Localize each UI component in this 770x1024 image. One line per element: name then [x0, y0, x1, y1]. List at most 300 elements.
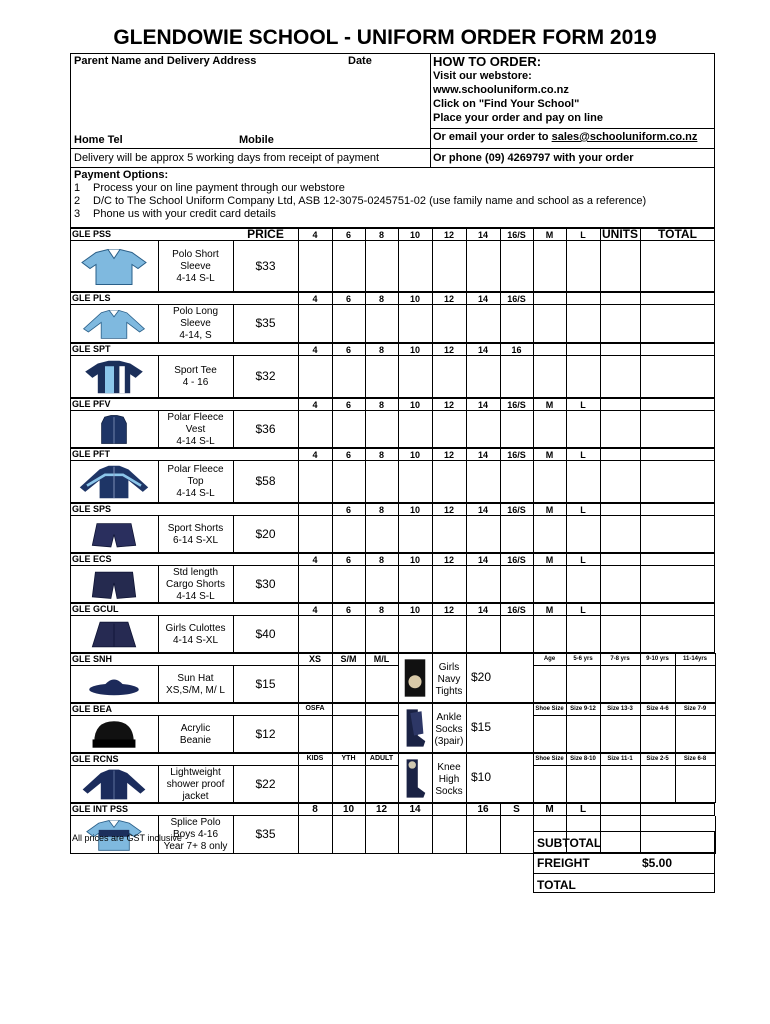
item-description: Top — [187, 476, 204, 487]
item-price: $30 — [255, 576, 276, 591]
total-cell — [640, 305, 715, 343]
quantity-cell[interactable] — [432, 566, 467, 603]
size-header: 6 — [345, 450, 351, 460]
size-header: 14 — [477, 400, 488, 410]
quantity-cell[interactable] — [640, 716, 676, 753]
quantity-cell[interactable] — [398, 305, 433, 343]
quantity-cell[interactable] — [398, 241, 433, 292]
quantity-cell[interactable] — [398, 816, 433, 854]
side-size-header: Size 2-5 — [646, 756, 669, 762]
item-description: 6-14 S-XL — [172, 534, 219, 546]
quantity-cell[interactable] — [432, 616, 467, 653]
quantity-cell[interactable] — [566, 461, 601, 503]
mobile-label: Mobile — [239, 134, 274, 146]
item-price: $40 — [255, 626, 276, 641]
item-price: $12 — [255, 726, 276, 741]
size-header: 6 — [345, 400, 351, 410]
quantity-cell[interactable] — [365, 516, 399, 553]
units-cell[interactable] — [600, 241, 641, 292]
size-header: 8 — [378, 450, 384, 460]
quantity-cell[interactable] — [533, 766, 567, 803]
quantity-cell[interactable] — [398, 516, 433, 553]
size-header: 12 — [443, 605, 454, 615]
payment-num: 2 — [74, 195, 81, 207]
item-description: Lightweight — [170, 766, 221, 778]
item-price: $20 — [255, 526, 276, 541]
gst-note: All prices are GST inclusive — [72, 833, 182, 843]
delivery-note: Delivery will be approx 5 working days from receipt of payment — [74, 152, 380, 164]
units-cell[interactable] — [600, 461, 641, 503]
quantity-cell[interactable] — [500, 305, 534, 343]
item-description: Polo Long — [172, 306, 219, 317]
quantity-cell[interactable] — [466, 305, 501, 343]
payment-option: Phone us with your credit card details — [93, 208, 276, 220]
item-description: Cargo Shorts — [166, 578, 225, 590]
quantity-cell[interactable] — [398, 566, 433, 603]
size-header: 10 — [409, 294, 420, 304]
size-header: 16/S — [507, 450, 526, 460]
side-item-description: Navy — [437, 674, 461, 685]
quantity-cell[interactable] — [332, 241, 366, 292]
cargo-shorts-icon — [74, 569, 154, 600]
email-link[interactable]: sales@schooluniform.co.nz — [551, 131, 698, 143]
quantity-cell[interactable] — [533, 716, 567, 753]
quantity-cell[interactable] — [500, 816, 534, 854]
item-code: GLE PSS — [72, 229, 112, 239]
jacket-icon — [76, 768, 152, 801]
order-header — [70, 53, 715, 168]
side-item-price: $20 — [470, 670, 492, 684]
item-code: GLE PFT — [72, 449, 110, 459]
freight-label: FREIGHT — [537, 856, 590, 870]
total-cell — [640, 516, 715, 553]
size-header: 4 — [312, 555, 318, 565]
quantity-cell[interactable] — [675, 766, 716, 803]
total-label: TOTAL — [537, 878, 576, 892]
size-header: 8 — [312, 804, 318, 815]
size-header: 14 — [477, 345, 488, 355]
item-price: $33 — [255, 258, 276, 273]
units-cell[interactable] — [600, 305, 641, 343]
size-header: 12 — [443, 294, 454, 304]
item-description: Std length — [172, 566, 219, 578]
item-description: Acrylic — [180, 722, 211, 734]
item-description: 4 - 16 — [182, 377, 209, 388]
size-header: 10 — [409, 345, 420, 355]
quantity-cell[interactable] — [500, 356, 534, 398]
quantity-cell[interactable] — [466, 461, 501, 503]
size-header: 14 — [477, 605, 488, 615]
side-item-description: Socks — [435, 786, 463, 797]
size-header: L — [580, 605, 586, 615]
quantity-cell[interactable] — [533, 305, 567, 343]
size-header: 6 — [345, 555, 351, 565]
quantity-cell[interactable] — [298, 461, 333, 503]
size-header: 4 — [312, 450, 318, 460]
sun-hat-icon — [76, 668, 152, 701]
item-description: 4-14 S-L — [176, 435, 215, 447]
size-header: 8 — [378, 555, 384, 565]
quantity-cell[interactable] — [640, 766, 676, 803]
quantity-cell[interactable] — [398, 411, 433, 448]
size-header: 12 — [443, 555, 454, 565]
phone-line: Or phone (09) 4269797 with your order — [433, 152, 634, 164]
quantity-cell[interactable] — [398, 356, 433, 398]
size-header: 16/S — [507, 230, 526, 240]
quantity-cell[interactable] — [332, 816, 366, 854]
quantity-cell[interactable] — [432, 461, 467, 503]
size-header: OSFA — [305, 705, 325, 712]
size-header: ADULT — [369, 755, 394, 762]
size-header: 4 — [312, 230, 318, 240]
total-header: TOTAL — [658, 227, 697, 241]
size-header: 16 — [511, 345, 522, 355]
quantity-cell[interactable] — [466, 356, 501, 398]
quantity-cell[interactable] — [466, 816, 501, 854]
side-size-header: Age — [543, 656, 556, 662]
size-header: 16/S — [507, 400, 526, 410]
culottes-icon — [74, 619, 154, 650]
how-to-line: Click on "Find Your School" — [433, 98, 580, 110]
size-header: 10 — [409, 505, 420, 515]
subtotal-label: SUBTOTAL — [537, 836, 602, 850]
item-code: GLE RCNS — [72, 754, 119, 764]
quantity-cell[interactable] — [365, 411, 399, 448]
quantity-cell[interactable] — [298, 566, 333, 603]
quantity-cell[interactable] — [332, 411, 366, 448]
size-header: 16/S — [507, 555, 526, 565]
item-code: GLE ECS — [72, 554, 112, 564]
quantity-cell[interactable] — [500, 411, 534, 448]
quantity-cell[interactable] — [298, 241, 333, 292]
quantity-cell[interactable] — [566, 411, 601, 448]
quantity-cell[interactable] — [466, 616, 501, 653]
item-description: Polar Fleece — [167, 464, 224, 475]
item-description: 4-14 S-L — [176, 272, 215, 284]
payment-num: 3 — [74, 208, 81, 220]
quantity-cell[interactable] — [332, 516, 366, 553]
item-code: GLE INT PSS — [72, 804, 129, 814]
payment-title: Payment Options: — [74, 169, 169, 181]
quantity-cell[interactable] — [432, 411, 467, 448]
size-header: 4 — [312, 345, 318, 355]
size-header: L — [580, 450, 586, 460]
quantity-cell[interactable] — [533, 516, 567, 553]
quantity-cell[interactable] — [298, 411, 333, 448]
fleece-vest-icon — [74, 414, 154, 445]
quantity-cell[interactable] — [298, 305, 333, 343]
size-header: 14 — [477, 450, 488, 460]
item-description: Sleeve — [180, 260, 211, 272]
side-item-description: Ankle — [436, 712, 462, 723]
side-size-header: 9-10 yrs — [646, 656, 669, 662]
price-header: PRICE — [247, 227, 284, 241]
side-size-header: Size 8-10 — [570, 756, 596, 762]
units-cell[interactable] — [600, 356, 641, 398]
quantity-cell[interactable] — [533, 566, 567, 603]
size-header: M — [545, 555, 554, 565]
item-code: GLE SPS — [72, 504, 112, 514]
quantity-cell[interactable] — [600, 716, 641, 753]
quantity-cell[interactable] — [500, 616, 534, 653]
size-header: 8 — [378, 294, 384, 304]
quantity-cell[interactable] — [298, 816, 333, 854]
item-description: Beanie — [179, 734, 212, 746]
size-header: L — [580, 505, 586, 515]
item-price: $15 — [255, 676, 276, 691]
side-item-price: $15 — [470, 720, 492, 734]
size-header: 6 — [345, 230, 351, 240]
form-title: GLENDOWIE SCHOOL - UNIFORM ORDER FORM 2019 — [113, 26, 657, 49]
totals-box — [533, 831, 715, 893]
side-size-header: Size 9-12 — [570, 706, 596, 712]
quantity-cell[interactable] — [365, 816, 399, 854]
how-to-line: Visit our webstore: — [433, 70, 532, 82]
quantity-cell[interactable] — [432, 816, 467, 854]
quantity-cell[interactable] — [332, 461, 366, 503]
size-header: M — [545, 230, 554, 240]
sport-tee-icon — [74, 359, 154, 395]
size-header: L — [580, 555, 586, 565]
quantity-cell[interactable] — [500, 461, 534, 503]
side-size-header: 5-6 yrs — [573, 656, 593, 662]
quantity-cell[interactable] — [332, 716, 366, 753]
size-header: 14 — [477, 555, 488, 565]
quantity-cell[interactable] — [332, 666, 366, 703]
email-line — [433, 131, 697, 143]
quantity-cell[interactable] — [365, 305, 399, 343]
parent-name-label: Parent Name and Delivery Address — [74, 55, 257, 67]
quantity-cell[interactable] — [398, 616, 433, 653]
size-header: L — [580, 230, 586, 240]
quantity-cell[interactable] — [298, 766, 333, 803]
quantity-cell[interactable] — [365, 241, 399, 292]
item-price: $32 — [255, 369, 276, 383]
quantity-cell[interactable] — [566, 516, 601, 553]
size-header: 8 — [378, 400, 384, 410]
units-cell[interactable] — [600, 566, 641, 603]
size-header: 6 — [345, 505, 351, 515]
quantity-cell[interactable] — [298, 516, 333, 553]
size-header: L — [580, 400, 586, 410]
size-header: L — [579, 804, 587, 815]
quantity-cell[interactable] — [432, 305, 467, 343]
item-description: Vest — [185, 423, 206, 435]
quantity-cell[interactable] — [600, 666, 641, 703]
quantity-cell[interactable] — [500, 516, 534, 553]
quantity-cell[interactable] — [533, 411, 567, 448]
total-cell — [640, 411, 715, 448]
size-header: 4 — [312, 605, 318, 615]
item-code: GLE GCUL — [72, 604, 119, 614]
item-description: 4-14 S-XL — [172, 634, 219, 646]
quantity-cell[interactable] — [432, 516, 467, 553]
quantity-cell[interactable] — [298, 666, 333, 703]
beanie-icon — [76, 718, 152, 751]
size-header: M — [545, 400, 554, 410]
item-description: 4-14 S-L — [176, 488, 215, 499]
quantity-cell[interactable] — [566, 356, 601, 398]
quantity-cell[interactable] — [298, 616, 333, 653]
size-header: M — [545, 605, 554, 615]
quantity-cell[interactable] — [500, 566, 534, 603]
payment-options — [70, 168, 715, 228]
quantity-cell[interactable] — [332, 766, 366, 803]
item-code: GLE PLS — [72, 293, 111, 303]
payment-num: 1 — [74, 182, 81, 194]
quantity-cell[interactable] — [398, 461, 433, 503]
quantity-cell[interactable] — [466, 241, 501, 292]
quantity-cell[interactable] — [298, 356, 333, 398]
quantity-cell[interactable] — [566, 305, 601, 343]
quantity-cell[interactable] — [332, 566, 366, 603]
quantity-cell[interactable] — [298, 716, 333, 753]
side-size-header: Size 11-1 — [607, 756, 633, 762]
item-description: Boys 4-16 — [172, 829, 219, 840]
quantity-cell[interactable] — [533, 666, 567, 703]
date-label: Date — [348, 55, 372, 67]
size-header: M — [545, 804, 554, 815]
quantity-cell[interactable] — [365, 356, 399, 398]
quantity-cell[interactable] — [332, 356, 366, 398]
size-header: 12 — [443, 505, 454, 515]
size-header: 14 — [477, 505, 488, 515]
side-size-header: Shoe Size — [535, 756, 564, 762]
units-cell[interactable] — [600, 411, 641, 448]
size-header: S — [513, 804, 520, 815]
size-header: 8 — [378, 505, 384, 515]
total-cell — [640, 461, 715, 503]
side-item-description: Girls — [438, 662, 460, 673]
item-price: $35 — [255, 316, 276, 330]
side-item-description: High — [438, 774, 460, 785]
quantity-cell[interactable] — [640, 666, 676, 703]
how-to-line: Place your order and pay on line — [433, 112, 603, 124]
ankle-socks-icon — [401, 706, 429, 750]
quantity-cell[interactable] — [533, 616, 567, 653]
quantity-cell[interactable] — [533, 356, 567, 398]
size-header: 12 — [443, 230, 454, 240]
quantity-cell[interactable] — [365, 766, 399, 803]
quantity-cell[interactable] — [466, 516, 501, 553]
item-description: Polo Short — [172, 248, 219, 260]
item-description: jacket — [182, 790, 209, 802]
fleece-top-icon — [74, 464, 154, 500]
side-size-header: 7-8 yrs — [610, 656, 630, 662]
size-header: 4 — [312, 294, 318, 304]
size-header: XS — [308, 654, 321, 664]
side-item-description: Knee — [437, 762, 461, 773]
payment-option: Process your on line payment through our webstore — [93, 182, 345, 194]
quantity-cell[interactable] — [332, 616, 366, 653]
size-header: 16 — [477, 804, 489, 815]
polo-short-sleeve-icon — [74, 244, 154, 289]
size-header: 12 — [443, 450, 454, 460]
quantity-cell[interactable] — [566, 566, 601, 603]
item-description: Splice Polo — [170, 817, 221, 828]
quantity-cell[interactable] — [566, 666, 601, 703]
size-header: S/M — [340, 654, 357, 664]
quantity-cell[interactable] — [365, 716, 399, 753]
side-size-header: Size 13-3 — [607, 706, 633, 712]
size-header: 6 — [345, 605, 351, 615]
quantity-cell[interactable] — [500, 241, 534, 292]
size-header: 6 — [345, 345, 351, 355]
item-code: GLE BEA — [72, 704, 113, 714]
item-code: GLE SNH — [72, 654, 113, 664]
size-header: 8 — [378, 605, 384, 615]
item-description: Sun Hat — [177, 672, 214, 684]
item-description: XS,S/M, M/ L — [166, 684, 225, 696]
webstore-link[interactable]: www.schooluniform.co.nz — [433, 84, 569, 96]
side-size-header: Size 7-9 — [683, 706, 707, 712]
size-header: 14 — [477, 294, 488, 304]
quantity-cell[interactable] — [566, 616, 601, 653]
size-header: 16/S — [507, 605, 526, 615]
side-item-price: $10 — [470, 770, 492, 784]
quantity-cell[interactable] — [600, 766, 641, 803]
size-header: 4 — [312, 400, 318, 410]
item-price: $22 — [255, 776, 276, 791]
units-cell[interactable] — [600, 516, 641, 553]
side-item-description: (3pair) — [434, 736, 464, 747]
size-header: 8 — [378, 230, 384, 240]
size-header: 12 — [375, 804, 388, 815]
item-code: GLE SPT — [72, 344, 111, 354]
quantity-cell[interactable] — [566, 241, 601, 292]
email-prefix: Or email your order to — [433, 131, 552, 143]
quantity-cell[interactable] — [533, 461, 567, 503]
size-header: 10 — [409, 400, 420, 410]
quantity-cell[interactable] — [466, 566, 501, 603]
quantity-cell[interactable] — [365, 666, 399, 703]
total-cell — [640, 241, 715, 292]
units-header: UNITS — [602, 227, 638, 241]
quantity-cell[interactable] — [675, 716, 716, 753]
size-header: 10 — [409, 555, 420, 565]
side-item-description: Tights — [435, 686, 463, 697]
item-price: $35 — [255, 827, 276, 841]
how-to-order-title: HOW TO ORDER: — [433, 54, 542, 69]
freight-value: $5.00 — [642, 856, 673, 870]
units-cell[interactable] — [600, 616, 641, 653]
quantity-cell[interactable] — [566, 766, 601, 803]
quantity-cell[interactable] — [365, 461, 399, 503]
home-tel-label: Home Tel — [74, 134, 123, 146]
size-header: 14 — [477, 230, 488, 240]
quantity-cell[interactable] — [675, 666, 716, 703]
quantity-cell[interactable] — [365, 566, 399, 603]
size-header: 16/S — [507, 505, 526, 515]
item-description: Polar Fleece — [167, 411, 224, 423]
quantity-cell[interactable] — [533, 241, 567, 292]
size-header: 10 — [409, 230, 420, 240]
quantity-cell[interactable] — [332, 305, 366, 343]
quantity-cell[interactable] — [432, 241, 467, 292]
total-cell — [640, 616, 715, 653]
quantity-cell[interactable] — [566, 716, 601, 753]
size-header: 10 — [409, 605, 420, 615]
quantity-cell[interactable] — [365, 616, 399, 653]
tights-icon — [401, 656, 429, 700]
side-size-header: Size 6-8 — [683, 756, 707, 762]
item-description: Sleeve — [180, 318, 211, 329]
item-price: $36 — [255, 421, 276, 436]
quantity-cell[interactable] — [466, 411, 501, 448]
payment-option: D/C to The School Uniform Company Ltd, ASB 12-3075-0245751-02 (use family name and school as a reference) — [93, 195, 647, 207]
size-header: 12 — [443, 345, 454, 355]
quantity-cell[interactable] — [432, 356, 467, 398]
